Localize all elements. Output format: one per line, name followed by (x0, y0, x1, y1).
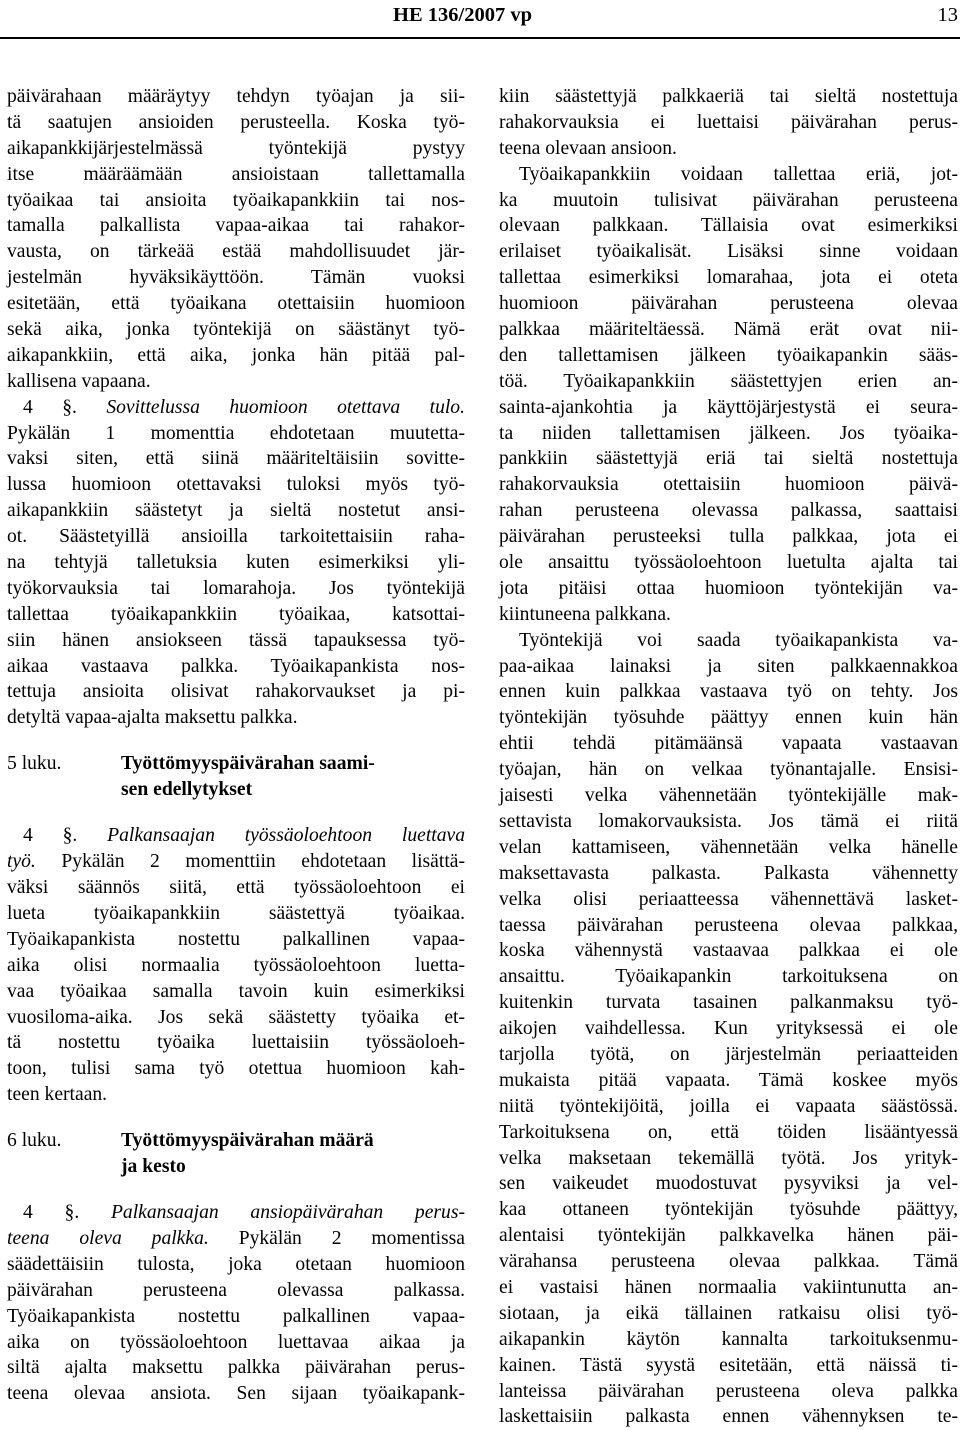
text-line: teena olevaan ansioon. (499, 137, 677, 159)
text-line: jota pitäisi ottaa huomioon työntekijän va- (499, 577, 958, 599)
chapter-number: 6 luku. (7, 1130, 62, 1152)
text-line: tä nostettu työaika luettaisiin työssäoloeh- (7, 1032, 465, 1054)
text-line: erilaiset työaikalisät. Lisäksi sinne voidaan (499, 241, 958, 263)
text-line: velan kattamiseen, vähennetään velka hänelle (499, 836, 958, 858)
text-line: Pykälän 1 momenttia ehdotetaan muutetta- (7, 422, 465, 444)
text-line: ehtii tehdä pitämäänsä vapaata vastaavan (499, 733, 958, 755)
section-title: työ. (7, 851, 36, 873)
text-line: settavista lomakorvauksista. Jos tämä ei riitä (499, 810, 958, 832)
text-line: olevaan palkkaan. Tällaisia ovat esimerkiksi (499, 215, 958, 237)
text-line: tallettaa työaikapankkiin työaikaa, katsottai- (7, 603, 465, 625)
section-title: teena oleva palkka. (7, 1227, 209, 1249)
text-line: ole ansaittu työssäoloehtoon luetulta ajalta tai (499, 552, 958, 574)
section-number: 4 §. (23, 825, 78, 847)
left-column (7, 84, 465, 1407)
section-heading (7, 1200, 465, 1226)
text-line: lussa huomioon otettavaksi tuloksi myös työ- (7, 474, 465, 496)
text-line: ansaittu. Työaikapankin tarkoituksena on (499, 966, 958, 988)
text-line: työntekijän työsuhde päättyy ennen kuin hän (499, 707, 958, 729)
section-number: 4 §. (23, 396, 77, 418)
text-line: päivärahan perusteeksi tulla palkkaa, jota ei (499, 526, 958, 548)
section-title: Sovittelussa huomioon otettava tulo. (106, 396, 466, 418)
text-line: ennen kuin palkkaa vastaava työ on tehty. Jos (499, 681, 958, 703)
text-line: kuitenkin turvata tasainen palkanmaksu työ- (499, 992, 958, 1014)
paragraph-block (7, 875, 465, 1108)
text-line: rahan perusteena olevassa palkassa, saattaisi (499, 500, 958, 522)
text-line: detyltä vapaa-ajalta maksettu palkka. (7, 707, 298, 729)
text-line: paa-aikaa lainaksi ja siten palkkaennakkoa (499, 655, 958, 677)
text-line: aikapankkiin säästetyt ja sieltä nostetut ansi- (7, 500, 465, 522)
paragraph-block (7, 421, 465, 732)
text-line: teena olevaa ansiota. Sen sijaan työaikapank- (7, 1383, 465, 1405)
text-line: taessa päivärahan perusteena olevaa palkkaa, (499, 914, 958, 936)
text-line: työaikaa tai ansioita työaikapankkiin tai nos- (7, 189, 465, 211)
text-line: rahakorvauksia ei luettaisi päivärahan perus- (499, 111, 958, 133)
text-span: Pykälän 2 momentissa (238, 1227, 465, 1249)
text-line: jaisesti velka vähennetään työntekijälle mak- (499, 785, 958, 807)
text-line: koska vähennystä vastaavaa palkkaa ei ole (499, 940, 958, 962)
document-id: HE 136/2007 vp (393, 4, 532, 26)
text-line: työkorvauksia tai lomarahoja. Jos työntekijä (7, 577, 465, 599)
text-line: aika olisi normaalia työssäoloehtoon luetta- (7, 954, 465, 976)
section-number: 4 §. (23, 1202, 80, 1224)
text-line: työajan, hän on velkaa työnantajalle. Ensisi- (499, 759, 958, 781)
text-line: Työntekijä voi saada työaikapankista va- (519, 629, 958, 651)
paragraph-block (7, 84, 465, 395)
text-line: teen kertaan. (7, 1084, 108, 1106)
paragraph-block (7, 1252, 465, 1407)
text-line: maksettavasta palkasta. Palkasta vähennetty (499, 862, 958, 884)
text-line: laskettaisiin palkasta ennen vähennyksen te- (499, 1406, 958, 1428)
text-line: töä. Työaikapankkiin säästettyjen erien an- (499, 370, 958, 392)
text-line: sainta-ajankohtia ja käyttöjärjestystä ei seura- (499, 396, 958, 418)
text-line: kainen. Tästä syystä esitetään, että näissä ti- (499, 1354, 958, 1376)
text-line: päivärahaan määräytyy tehdyn työajan ja sii- (7, 86, 465, 107)
text-line: vausta, on tärkeää estää mahdollisuudet jär- (7, 241, 465, 263)
text-line: päivärahan perusteena olevassa palkassa. (7, 1279, 465, 1301)
text-line: na tehtyjä talletuksia kuten esimerkiksi yli- (7, 552, 465, 574)
text-line (7, 849, 465, 875)
text-line: huomioon päivärahan perusteena olevaa (499, 293, 958, 315)
text-line: kallisena vapaana. (7, 370, 151, 392)
section-title: Palkansaajan työssäoloehtoon luettava (107, 825, 465, 847)
text-line: kiintuneena palkkana. (499, 603, 671, 625)
text-line: aikapankin käytön kannalta tarkoituksenmu- (499, 1328, 958, 1350)
section-title: Palkansaajan ansiopäivärahan perus- (110, 1202, 465, 1224)
text-line: mukaista pitää vapaata. Tämä koskee myös (499, 1069, 958, 1091)
text-line: siin hänen ansiokseen tässä tapauksessa työ- (7, 629, 465, 651)
text-line: siotaan, ja eikä tällainen ratkaisu olisi työ- (499, 1302, 958, 1324)
text-span: Pykälän 2 momenttiin ehdotetaan lisättä- (61, 851, 465, 873)
text-line: sekä aika, jonka työntekijä on säästänyt työ- (7, 319, 465, 341)
text-line: aikapankkijärjestelmässä työntekijä pystyy (7, 137, 465, 159)
text-line: tä saatujen ansioiden perusteella. Koska työ- (7, 111, 465, 133)
text-line: palkkaa määriteltäessä. Nämä erät ovat nii- (499, 319, 958, 341)
text-line: esitetään, että työaikana otettaisiin huomioon (7, 293, 465, 315)
text-line: alentaisi työntekijän palkkavelka hänen päi- (499, 1225, 958, 1247)
text-line: jestelmän hyväksikäyttöön. Tämän vuoksi (7, 267, 465, 289)
chapter-title: sen edellytykset (121, 779, 253, 801)
right-column (499, 84, 958, 1430)
text-line: kiin säästettyjä palkkaeriä tai sieltä nostettuja (499, 86, 958, 107)
text-line: tarjolla työtä, on järjestelmän periaatteiden (499, 1043, 958, 1065)
chapter-title: Työttömyyspäivärahan saami- (121, 753, 375, 775)
page-number: 13 (937, 4, 958, 26)
section-heading (7, 823, 465, 849)
text-line: velka maksetaan tekemällä työtä. Jos yrityk- (499, 1147, 958, 1169)
text-line: kaa ottaneen työntekijän työsuhde päättyy, (499, 1199, 958, 1221)
text-line: lanteissa päivärahan perusteena oleva palkka (499, 1380, 958, 1402)
chapter-title: Työttömyyspäivärahan määrä (121, 1130, 374, 1152)
text-line: tamalla palkallista vapaa-aikaa tai rahakor- (7, 215, 465, 237)
text-line: vaksi siten, että siinä määriteltäisiin sovitte- (7, 448, 465, 470)
text-line: rahakorvauksia otettaisiin huomioon päivä- (499, 474, 958, 496)
text-line: velka olisi periaatteessa vähennettävä lasket- (499, 888, 958, 910)
text-line: ta niiden tallettamisen jälkeen. Jos työaika- (499, 422, 958, 444)
chapter-number: 5 luku. (7, 753, 62, 775)
text-line: aikojen vaihdellessa. Kun yrityksessä ei ole (499, 1018, 958, 1040)
text-line: aika on työssäoloehtoon luettavaa aikaa ja (7, 1331, 465, 1353)
chapter-heading (7, 1128, 465, 1154)
text-line: tallettaa esimerkiksi lomarahaa, jota ei oteta (499, 267, 958, 289)
text-line: värahansa perusteena olevaa palkkaa. Tämä (499, 1251, 958, 1273)
text-line (7, 1226, 465, 1252)
text-line: ei vastaisi hänen normaalia vakiintunutta an- (499, 1276, 958, 1298)
chapter-heading-cont (7, 1154, 465, 1180)
page-header (0, 2, 960, 28)
text-line: lueta työaikapankkiin säästettyä työaikaa. (7, 902, 465, 924)
section-heading (7, 395, 465, 421)
text-line: Tarkoituksena on, että töiden lisääntyessä (499, 1121, 958, 1143)
text-line: ot. Säästetyillä ansioilla tarkoitettaisiin raha- (7, 526, 465, 548)
text-line: siltä ajalta maksettu palkka päivärahan perus- (7, 1357, 465, 1379)
chapter-heading (7, 751, 465, 777)
text-line: aikaa vastaava palkka. Työaikapankista nos- (7, 655, 465, 677)
text-line: väksi säännös siitä, että työssäoloehtoon ei (7, 877, 465, 899)
text-line: pankkiin säästettyjä eriä tai sieltä nostettuja (499, 448, 958, 470)
text-line: Työaikapankista nostettu palkallinen vapaa- (7, 928, 465, 950)
text-line: vaa työaikaa samalla tavoin kuin esimerkiksi (7, 980, 465, 1002)
header-rule (0, 37, 960, 39)
text-line: itse määräämään ansioistaan tallettamalla (7, 163, 465, 185)
text-line: Työaikapankkiin voidaan tallettaa eriä, jot- (519, 163, 958, 185)
text-line: sen vaikeudet muodostuvat pysyviksi ja vel- (499, 1173, 958, 1195)
text-line: Työaikapankista nostettu palkallinen vapaa- (7, 1305, 465, 1327)
chapter-title: ja kesto (121, 1156, 186, 1178)
text-line: aikapankkiin, että aika, jonka hän pitää pal- (7, 344, 465, 366)
text-line: ka muutoin tulisivat päivärahan perusteena (499, 189, 958, 211)
text-line: den tallettamisen jälkeen työaikapankin sääs- (499, 344, 958, 366)
text-line: tettuja ansioita olisivat rahakorvaukset ja pi- (7, 681, 465, 703)
chapter-heading-cont (7, 777, 465, 803)
text-line: säädettäisiin tulosta, joka otetaan huomioon (7, 1253, 465, 1275)
text-line: toon, tulisi sama työ otettua huomioon kah- (7, 1058, 465, 1080)
text-line: niitä työntekijöitä, joilla ei vapaata säästössä. (499, 1095, 958, 1117)
text-line: vuosiloma-aika. Jos sekä säästetty työaika et- (7, 1006, 465, 1028)
